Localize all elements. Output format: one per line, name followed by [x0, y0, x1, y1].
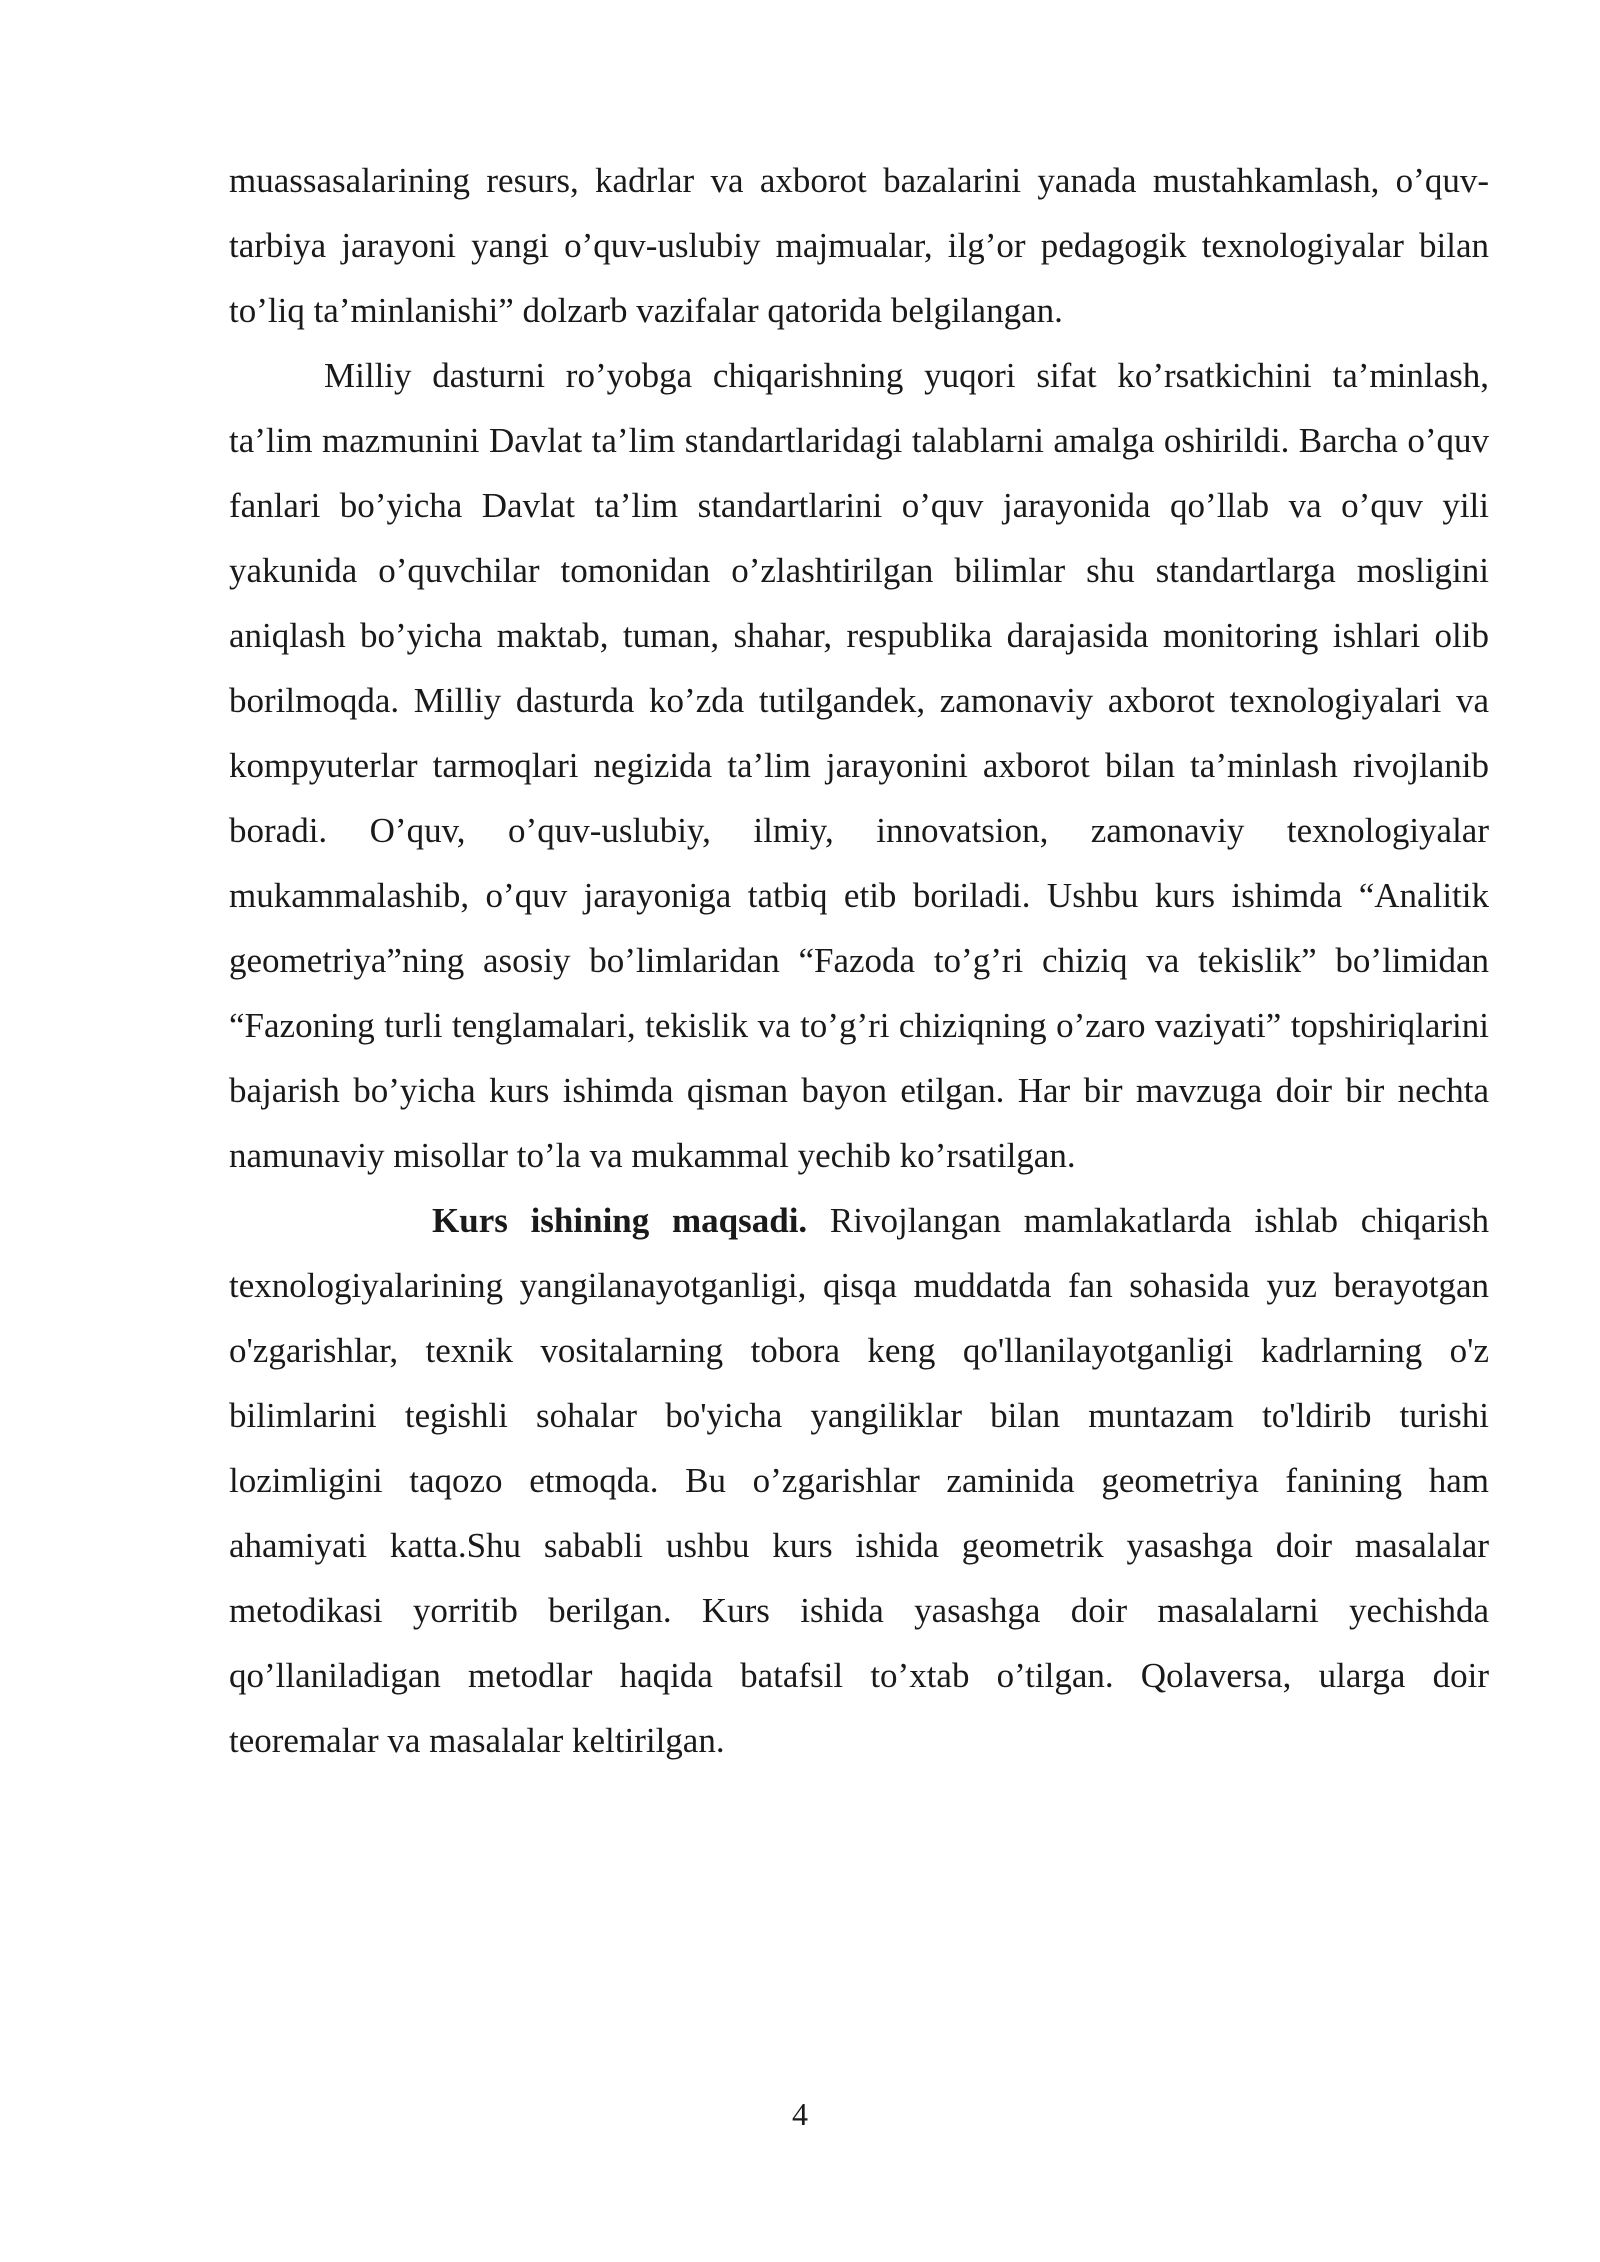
page-number: 4 [792, 2096, 808, 2132]
section-heading-kurs-maqsadi: Kurs ishining maqsadi. [432, 1201, 808, 1240]
paragraph-continuation: muassasalarining resurs, kadrlar va axborot bazalarini yanada mustahkamlash, o’quv-tarbiya jarayoni yangi o’quv-uslubiy majmualar, ilg’or pedagogik texnologiyalar bilan to’liq ta’minlanishi” dolzarb vazifalar qatorida belgilangan. [229, 161, 1489, 330]
paragraph-milliy-dastur: Milliy dasturni ro’yobga chiqarishning yuqori sifat ko’rsatkichini ta’minlash, ta’lim mazmunini Davlat ta’lim standartlaridagi talablarni amalga oshirildi. Barcha o’quv fanlari bo’yicha Davlat ta’lim standartlarini o’quv jarayonida qo’llab va o’quv yili yakunida o’quvchilar tomonidan o’zlashtirilgan bilimlar shu standartlarga mosligini aniqlash bo’yicha maktab, tuman, shahar, respublika darajasida monitoring ishlari olib borilmoqda. Milliy dasturda ko’zda tutilgandek, zamonaviy axborot texnologiyalari va kompyuterlar tarmoqlari negizida ta’lim jarayonini axborot bilan ta’minlash rivojlanib boradi. O’quv, o’quv-uslubiy, ilmiy, innovatsion, zamonaviy texnologiyalar mukammalashib, o’quv jarayoniga tatbiq etib boriladi. Ushbu kurs ishimda “Analitik geometriya”ning asosiy bo’limlaridan “Fazoda to’g’ri chiziq va tekislik” bo’limidan “Fazoning turli tenglamalari, tekislik va to’g’ri chiziqning o’zaro vaziyati” topshiriqlarini bajarish bo’yicha kurs ishimda qisman bayon etilgan. Har bir mavzuga doir bir nechta namunaviy misollar to’la va mukammal yechib ko’rsatilgan. [229, 356, 1489, 1175]
paragraph-kurs-maqsadi-text: Rivojlangan mamlakatlarda ishlab chiqarish texnologiyalarining yangilanayotganligi, qisqa muddatda fan sohasida yuz berayotgan o'zgarishlar, texnik vositalarning tobora keng qo'llanilayotganligi kadrlarning o'z bilimlarini tegishli sohalar bo'yicha yangiliklar bilan muntazam to'ldirib turishi lozimligini taqozo etmoqda. Bu o’zgarishlar zaminida geometriya fanining ham ahamiyati katta.Shu sababli ushbu kurs ishida geometrik yasashga doir masalalar metodikasi yorritib berilgan. Kurs ishida yasashga doir masalalarni yechishda qo’llaniladigan metodlar haqida batafsil to’xtab o’tilgan. Qolaversa, ularga doir teoremalar va masalalar keltirilgan. [229, 1201, 1490, 1760]
paragraph-kurs-maqsadi [229, 1188, 1489, 1773]
body-text [229, 148, 1489, 1773]
